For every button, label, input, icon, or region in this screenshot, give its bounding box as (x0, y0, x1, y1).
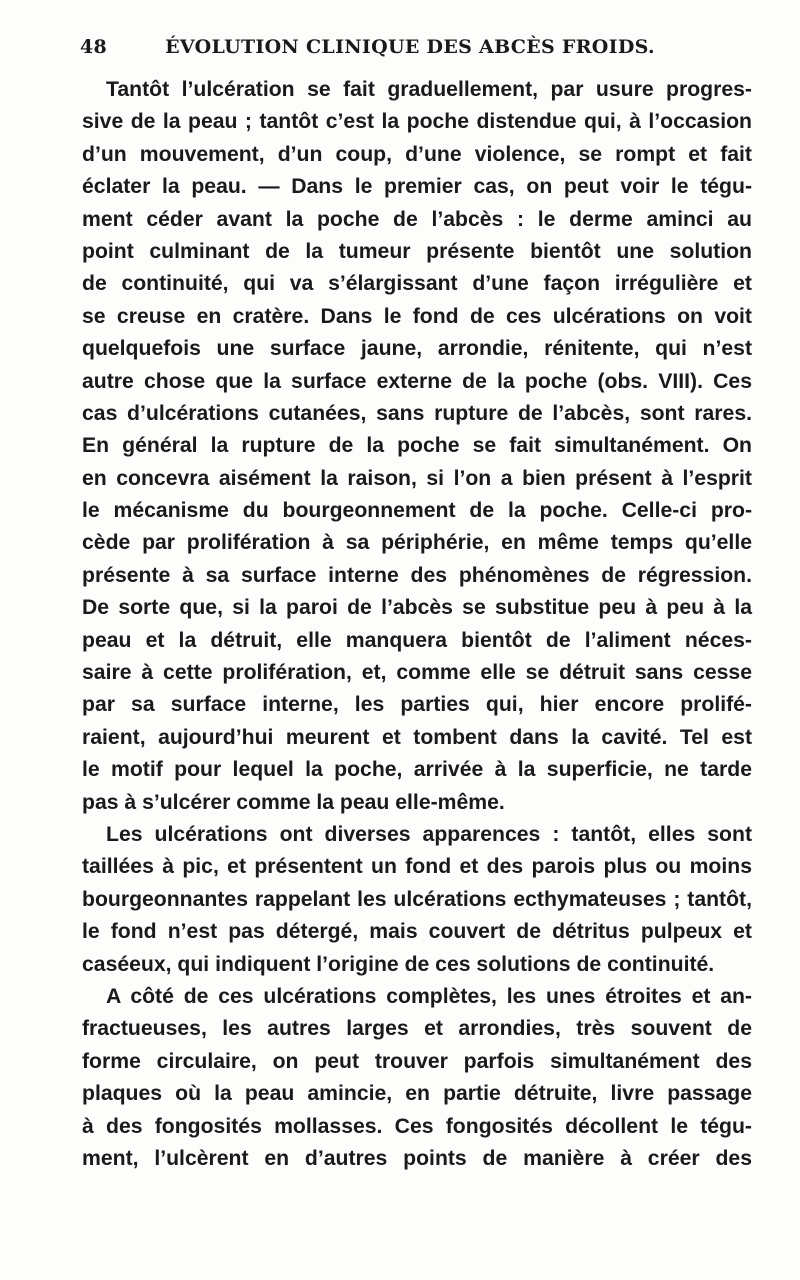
text-line: ment, l’ulcèrent en d’autres points de manière à créer des (82, 1146, 752, 1170)
text-line: fractueuses, les autres larges et arrondies, très souvent de (82, 1017, 752, 1041)
text-line: pas à s’ulcérer comme la peau elle-même. (82, 790, 505, 814)
text-line: point culminant de la tumeur présente bientôt une solution (82, 239, 752, 263)
text-line: En général la rupture de la poche se fait simultanément. On (82, 434, 752, 458)
text-line: peau et la détruit, elle manquera bientôt de l’aliment néces- (82, 628, 752, 652)
paragraph-3 (82, 981, 752, 1175)
running-title: ÉVOLUTION CLINIQUE DES ABCÈS FROIDS. (165, 36, 655, 58)
text-line: Tantôt l’ulcération se fait graduellement, par usure progres- (106, 78, 752, 101)
text-line: caséeux, qui indiquent l’origine de ces solutions de continuité. (82, 952, 715, 976)
text-line: taillées à pic, et présentent un fond et des parois plus ou moins (82, 855, 752, 879)
text-line: raient, aujourd’hui meurent et tombent dans la cavité. Tel est (82, 725, 752, 749)
text-line: le motif pour lequel la poche, arrivée à la superficie, ne tarde (82, 758, 752, 782)
paragraph-1 (82, 74, 752, 819)
body-text (82, 74, 752, 1175)
paragraph-2 (82, 819, 752, 981)
text-line: autre chose que la surface externe de la poche (obs. VIII). Ces (82, 369, 752, 393)
text-line: plaques où la peau amincie, en partie détruite, livre passage (82, 1082, 752, 1106)
text-line: saire à cette prolifération, et, comme elle se détruit sans cesse (82, 661, 752, 685)
text-line: De sorte que, si la paroi de l’abcès se substitue peu à peu à la (82, 596, 752, 620)
text-line: présente à sa surface interne des phénomènes de régression. (82, 563, 752, 587)
text-line: quelquefois une surface jaune, arrondie, rénitente, qui n’est (82, 337, 752, 361)
text-line: A côté de ces ulcérations complètes, les unes étroites et an- (106, 984, 752, 1008)
text-line: le mécanisme du bourgeonnement de la poche. Celle-ci pro- (82, 499, 752, 523)
text-line: forme circulaire, on peut trouver parfois simultanément des (82, 1049, 752, 1073)
text-line: par sa surface interne, les parties qui, hier encore prolifé- (82, 693, 752, 717)
text-line: de continuité, qui va s’élargissant d’une façon irrégulière et (82, 272, 752, 296)
page-header (80, 36, 740, 66)
text-line: le fond n’est pas détergé, mais couvert de détritus pulpeux et (82, 920, 752, 944)
text-line: en concevra aisément la raison, si l’on a bien présent à l’esprit (82, 466, 752, 490)
text-line: d’un mouvement, d’un coup, d’une violence, se rompt et fait (82, 142, 752, 166)
text-line: bourgeonnantes rappelant les ulcérations ecthymateuses ; tantôt, (82, 887, 752, 911)
text-line: sive de la peau ; tantôt c’est la poche distendue qui, à l’occasion (82, 110, 752, 134)
text-line: ment céder avant la poche de l’abcès : le derme aminci au (82, 207, 752, 231)
text-line: se creuse en cratère. Dans le fond de ces ulcérations on voit (82, 304, 752, 328)
text-line: Les ulcérations ont diverses apparences : tantôt, elles sont (106, 822, 752, 846)
text-line: cède par prolifération à sa périphérie, en même temps qu’elle (82, 531, 752, 555)
text-line: cas d’ulcérations cutanées, sans rupture de l’abcès, sont rares. (82, 401, 752, 425)
text-line: éclater la peau. — Dans le premier cas, on peut voir le tégu- (82, 175, 752, 199)
text-line: à des fongosités mollasses. Ces fongosités décollent le tégu- (82, 1114, 752, 1138)
page-number: 48 (80, 36, 108, 58)
